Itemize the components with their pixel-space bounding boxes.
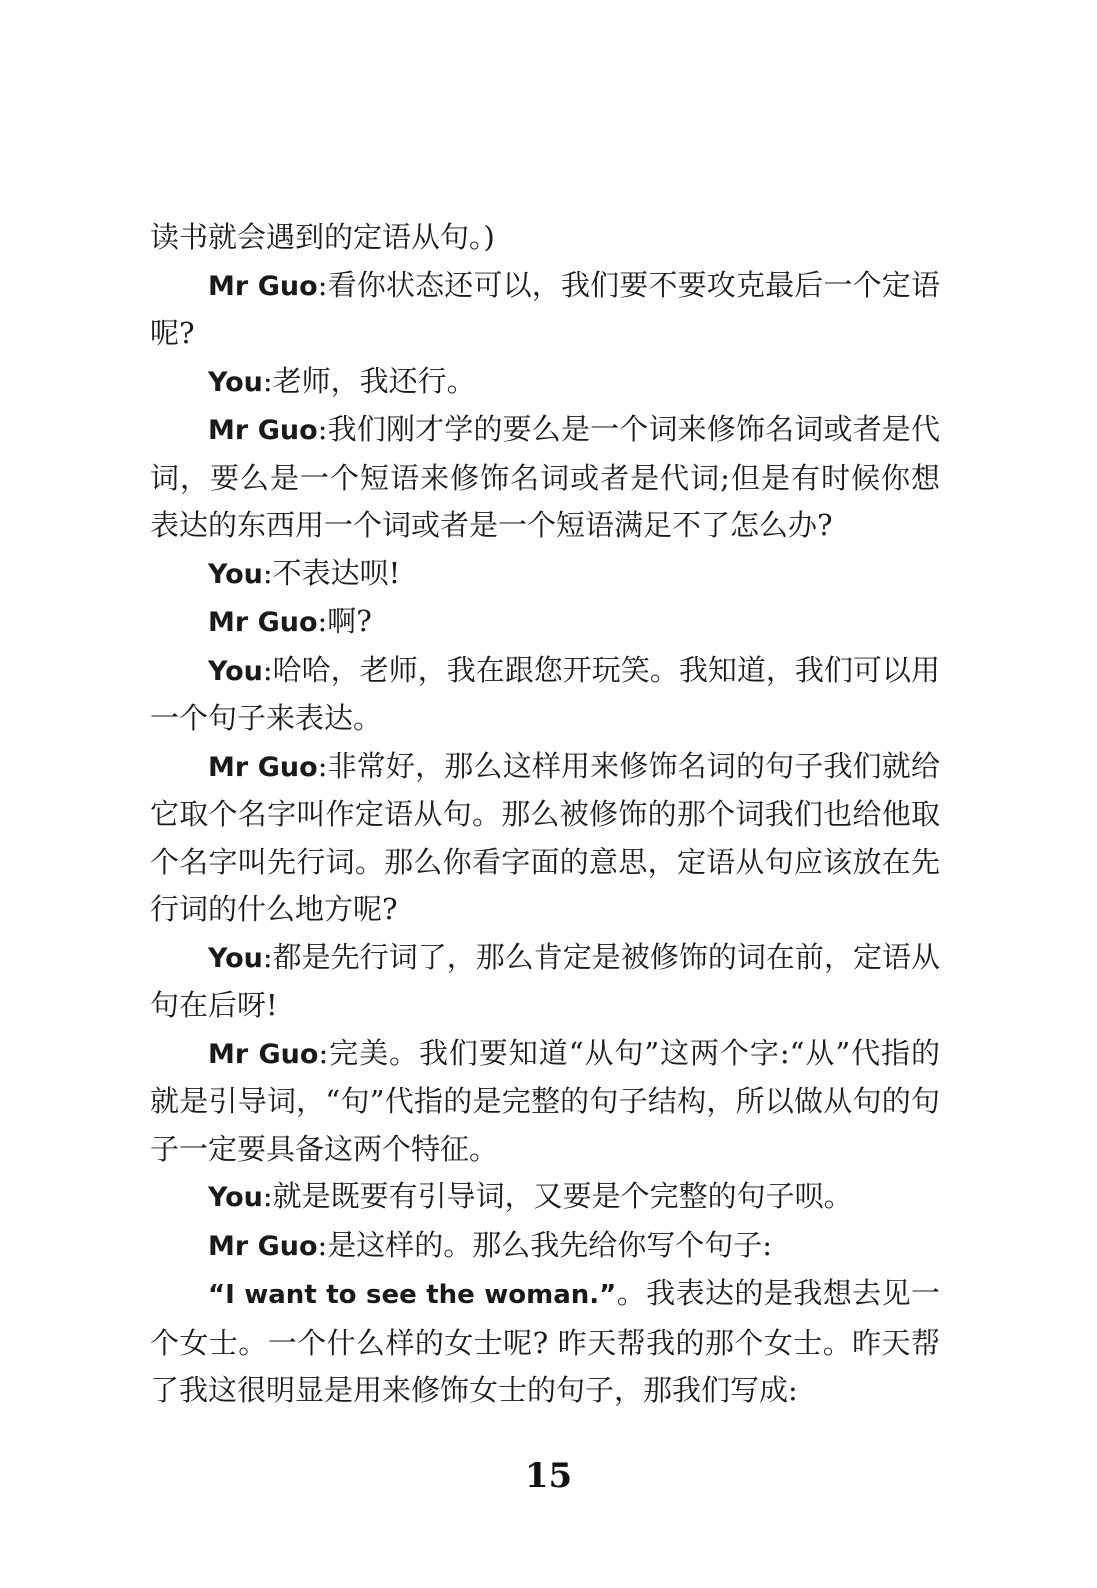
speaker-label: Mr Guo xyxy=(208,1230,318,1262)
paragraph-10 xyxy=(150,1173,940,1222)
speaker-label: Mr Guo xyxy=(208,751,318,783)
speaker-label: You xyxy=(208,366,263,398)
paragraph-2 xyxy=(150,358,940,407)
dialogue-text: :就是既要有引导词，又要是个完整的句子呗。 xyxy=(262,1179,853,1213)
speaker-label: You xyxy=(208,1182,263,1213)
paragraph-5 xyxy=(150,598,940,647)
speaker-label: Mr Guo xyxy=(208,415,318,446)
dialogue-text: :我们刚才学的要么是一个词来修饰名词或者是代词，要么是一个短语来修饰名词或者是代词;但是有时候你想表达的东西用一个词或者是一个短语满足不了怎么办? xyxy=(150,412,940,542)
paragraph-example xyxy=(150,1270,940,1415)
paragraph-11 xyxy=(150,1222,940,1271)
speaker-label: Mr Guo xyxy=(208,1038,319,1070)
paragraph-7 xyxy=(150,743,940,934)
speaker-label: Mr Guo xyxy=(208,270,318,302)
paragraph-9 xyxy=(150,1030,940,1174)
dialogue-text: :是这样的。那么我先给你写个句子: xyxy=(317,1227,773,1262)
speaker-label: You xyxy=(208,558,263,590)
dialogue-text: :都是先行词了，那么肯定是被修饰的词在前，定语从句在后呀! xyxy=(150,939,940,1022)
paragraph-6 xyxy=(150,647,940,743)
paragraph-4 xyxy=(150,550,940,599)
paragraph-0: 读书就会遇到的定语从句。) xyxy=(150,220,495,254)
paragraph-1 xyxy=(150,262,940,358)
dialogue-text: :完美。我们要知道“从句”这两个字:“从”代指的就是引导词，“句”代指的是完整的句子结构，所以做从句的句子一定要具备这两个特征。 xyxy=(150,1035,940,1166)
dialogue-text: :不表达呗! xyxy=(262,555,401,590)
page-body xyxy=(150,214,940,1415)
page-number: 15 xyxy=(524,1456,573,1496)
dialogue-text: :非常好，那么这样用来修饰名词的句子我们就给它取个名字叫作定语从句。那么被修饰的那个词我们也给他取个名字叫先行词。那么你看字面的意思，定语从句应该放在先行词的什么地方呢? xyxy=(150,748,940,926)
dialogue-text: :老师，我还行。 xyxy=(262,363,476,398)
paragraph-3 xyxy=(150,406,940,550)
paragraph-8 xyxy=(150,934,940,1030)
dialogue-text: :看你状态还可以，我们要不要攻克最后一个定语呢? xyxy=(150,267,940,350)
speaker-label: You xyxy=(208,655,263,687)
speaker-label: You xyxy=(208,942,263,974)
example-explanation: 。我表达的是我想去见一个女士。一个什么样的女士呢? 昨天帮我的那个女士。昨天帮了我这很明显是用来修饰女士的句子，那我们写成: xyxy=(150,1276,940,1407)
english-example-sentence: “I want to see the woman.” xyxy=(208,1280,617,1310)
dialogue-text: :啊? xyxy=(317,604,372,638)
speaker-label: Mr Guo xyxy=(208,607,318,638)
dialogue-text: :哈哈，老师，我在跟您开玩笑。我知道，我们可以用一个句子来表达。 xyxy=(150,652,940,735)
